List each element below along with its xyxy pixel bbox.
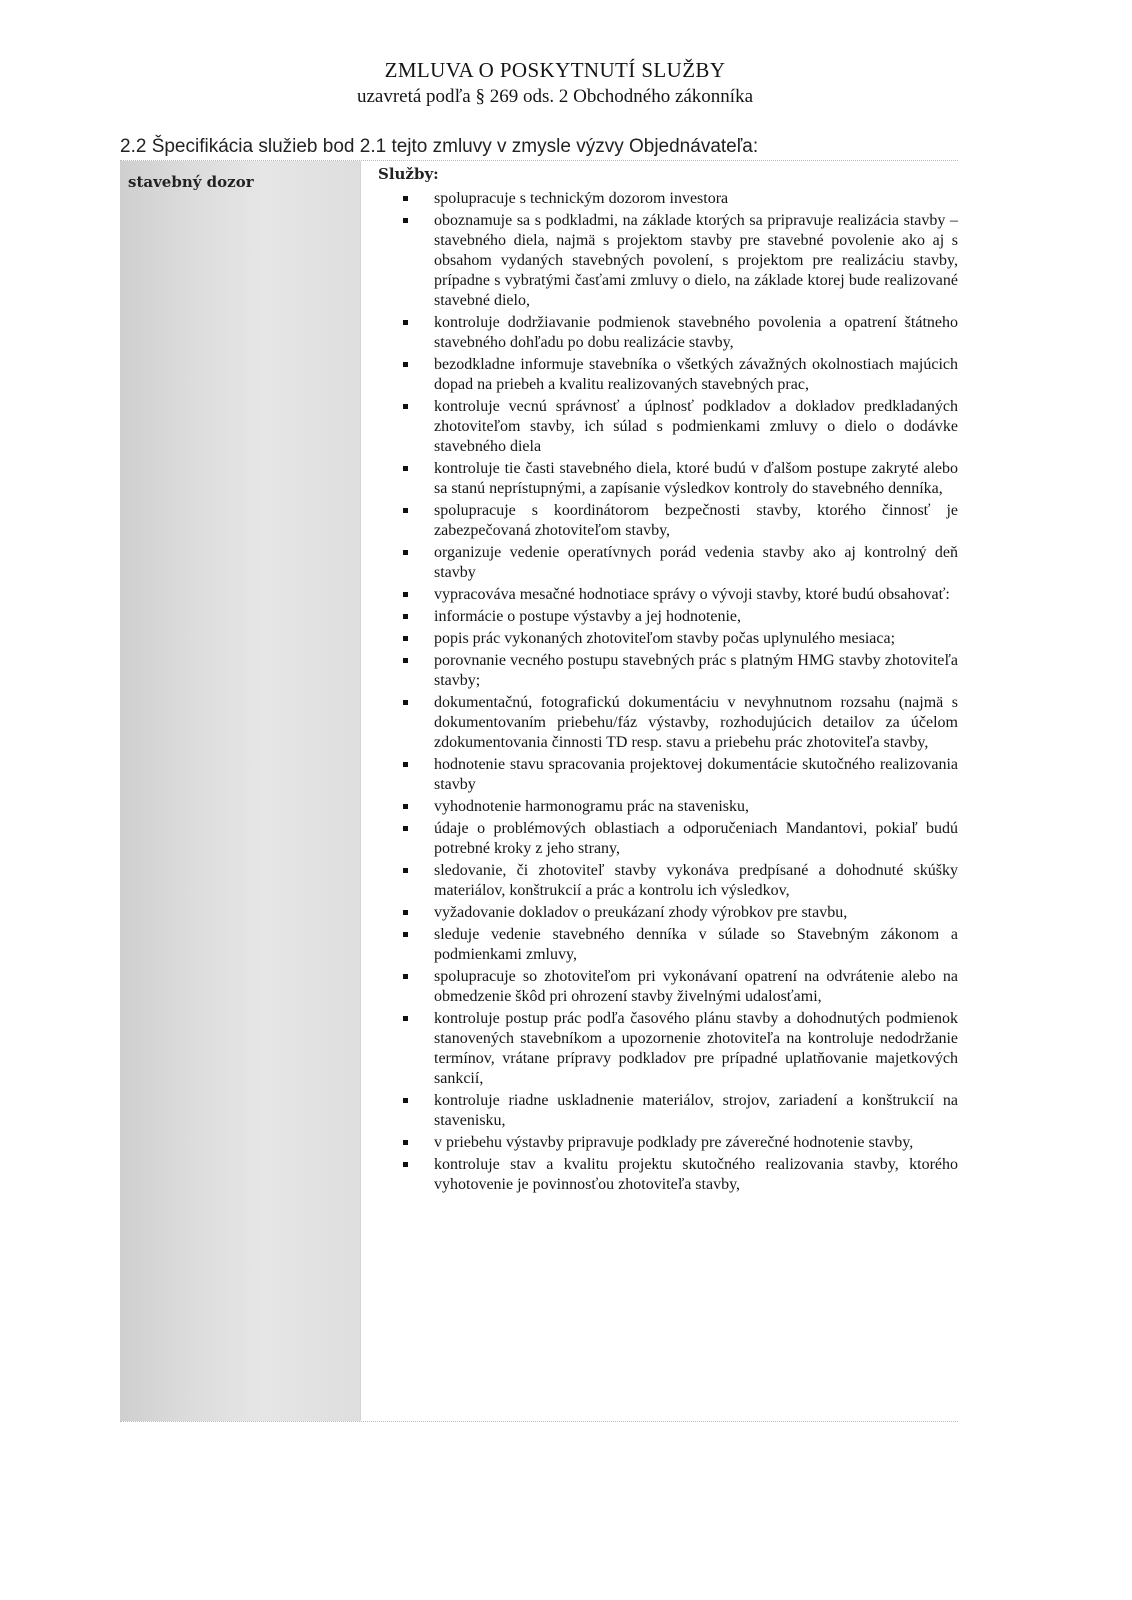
service-item-text: sleduje vedenie stavebného denníka v súlade so Stavebným zákonom a podmienkami zmluvy, [434, 926, 958, 963]
service-item [370, 1133, 958, 1153]
bullet-icon [403, 826, 408, 831]
service-item-text: spolupracuje so zhotoviteľom pri vykonávaní opatrení na odvrátenie alebo na obmedzenie škôd pri ohrození stavby živelnými udalosťami, [434, 968, 958, 1005]
services-list [370, 189, 958, 1197]
service-item [370, 797, 958, 817]
bullet-icon [403, 362, 408, 367]
services-cell [370, 161, 958, 1421]
service-item [370, 543, 958, 583]
bullet-icon [403, 1098, 408, 1103]
service-item-text: kontroluje riadne uskladnenie materiálov, strojov, zariadení a konštrukcií na stavenisku, [434, 1092, 958, 1129]
bullet-icon [403, 508, 408, 513]
bullet-icon [403, 804, 408, 809]
bullet-icon [403, 974, 408, 979]
service-item-text: údaje o problémových oblastiach a odporučeniach Mandantovi, pokiaľ budú potrebné kroky z jeho strany, [434, 820, 958, 857]
service-item-text: dokumentačnú, fotografickú dokumentáciu v nevyhnutnom rozsahu (najmä s dokumentovaním priebehu/fáz výstavby, rozhodujúcich detailov za účelom zdokumentovania činnosti TD resp. stavu a priebehu prác zhotoviteľa stavby, [434, 694, 958, 751]
bullet-icon [403, 320, 408, 325]
service-item [370, 967, 958, 1007]
document-title: ZMLUVA O POSKYTNUTÍ SLUŽBY [384, 58, 726, 82]
service-item [370, 903, 958, 923]
service-item-text: organizuje vedenie operatívnych porád vedenia stavby ako aj kontrolný deň stavby [434, 544, 958, 581]
service-item [370, 925, 958, 965]
bullet-icon [403, 550, 408, 555]
service-item [370, 1155, 958, 1195]
service-item-text: popis prác vykonaných zhotoviteľom stavby počas uplynulého mesiaca; [434, 630, 896, 647]
bullet-icon [403, 910, 408, 915]
service-item [370, 819, 958, 859]
service-item [370, 211, 958, 311]
bullet-icon [403, 700, 408, 705]
services-table [120, 160, 958, 1422]
service-item [370, 501, 958, 541]
service-item [370, 755, 958, 795]
service-item-text: kontroluje postup prác podľa časového plánu stavby a dohodnutých podmienok stanovených stavebníkom a upozornenie zhotoviteľa na kontroluje nedodržanie termínov, vrátane prípravy podkladov pre prípadné uplatňovanie majetkových sankcií, [434, 1010, 958, 1087]
bullet-icon [403, 218, 408, 223]
service-item-text: vyžadovanie dokladov o preukázaní zhody výrobkov pre stavbu, [434, 904, 848, 921]
service-item-text: kontroluje stav a kvalitu projektu skutočného realizovania stavby, ktorého vyhotovenie je povinnosťou zhotoviteľa stavby, [434, 1156, 958, 1193]
service-item [370, 651, 958, 691]
service-item-text: sledovanie, či zhotoviteľ stavby vykonáva predpísané a dohodnuté skúšky materiálov, konštrukcií a prác a kontrolu ich výsledkov, [434, 862, 958, 899]
service-item [370, 397, 958, 457]
service-item [370, 629, 958, 649]
service-item-text: oboznamuje sa s podkladmi, na základe ktorých sa pripravuje realizácia stavby – stavebného diela, najmä s projektom stavby pre stavebné povolenie ako aj s obsahom vydaných stavebných povolení, s projektom pre realizáciu stavby, prípadne s vybratými časťami zmluvy o dielo, na základe ktorej bude realizované stavebné dielo, [434, 212, 958, 309]
bullet-icon [403, 932, 408, 937]
service-item [370, 1009, 958, 1089]
service-item-text: kontroluje vecnú správnosť a úplnosť podkladov a dokladov predkladaných zhotoviteľom stavby, ich súlad s podmienkami zmluvy o dielo o dodávke stavebného diela [434, 398, 958, 455]
service-item-text: kontroluje tie časti stavebného diela, ktoré budú v ďalšom postupe zakryté alebo sa stanú neprístupnými, a zapísanie výsledkov kontroly do stavebného denníka, [434, 460, 958, 497]
service-item [370, 861, 958, 901]
service-item [370, 355, 958, 395]
bullet-icon [403, 404, 408, 409]
bullet-icon [403, 466, 408, 471]
document-subtitle: uzavretá podľa § 269 ods. 2 Obchodného zákonníka [356, 86, 754, 107]
bullet-icon [403, 1016, 408, 1021]
service-item-text: spolupracuje s koordinátorom bezpečnosti stavby, ktorého činnosť je zabezpečovaná zhotoviteľom stavby, [434, 502, 958, 539]
service-item [370, 693, 958, 753]
bullet-icon [403, 636, 408, 641]
service-item [370, 313, 958, 353]
service-item-text: vyhodnotenie harmonogramu prác na stavenisku, [434, 798, 750, 815]
service-item-text: porovnanie vecného postupu stavebných prác s platným HMG stavby zhotoviteľa stavby; [434, 652, 958, 689]
service-item-text: v priebehu výstavby pripravuje podklady pre záverečné hodnotenie stavby, [434, 1134, 914, 1151]
service-item-text: informácie o postupe výstavby a jej hodnotenie, [434, 608, 742, 625]
section-heading: 2.2 Špecifikácia služieb bod 2.1 tejto zmluvy v zmysle výzvy Objednávateľa: [120, 136, 759, 157]
service-item [370, 1091, 958, 1131]
bullet-icon [403, 592, 408, 597]
service-item-text: spolupracuje s technickým dozorom investora [434, 190, 729, 207]
bullet-icon [403, 658, 408, 663]
bullet-icon [403, 1140, 408, 1145]
category-label: stavebný dozor [128, 173, 254, 191]
bullet-icon [403, 196, 408, 201]
bullet-icon [403, 868, 408, 873]
bullet-icon [403, 614, 408, 619]
bullet-icon [403, 762, 408, 767]
services-header: Služby: [378, 165, 439, 183]
service-item [370, 607, 958, 627]
bullet-icon [403, 1162, 408, 1167]
service-item [370, 459, 958, 499]
service-item-text: vypracováva mesačné hodnotiace správy o vývoji stavby, ktoré budú obsahovať: [434, 586, 950, 603]
service-item-text: bezodkladne informuje stavebníka o všetkých závažných okolnostiach majúcich dopad na priebeh a kvalitu realizovaných stavebných prac, [434, 356, 958, 393]
category-cell [120, 161, 361, 1421]
service-item-text: hodnotenie stavu spracovania projektovej dokumentácie skutočného realizovania stavby [434, 756, 958, 793]
service-item [370, 189, 958, 209]
service-item-text: kontroluje dodržiavanie podmienok stavebného povolenia a opatrení štátneho stavebného dohľadu po dobu realizácie stavby, [434, 314, 958, 351]
service-item [370, 585, 958, 605]
